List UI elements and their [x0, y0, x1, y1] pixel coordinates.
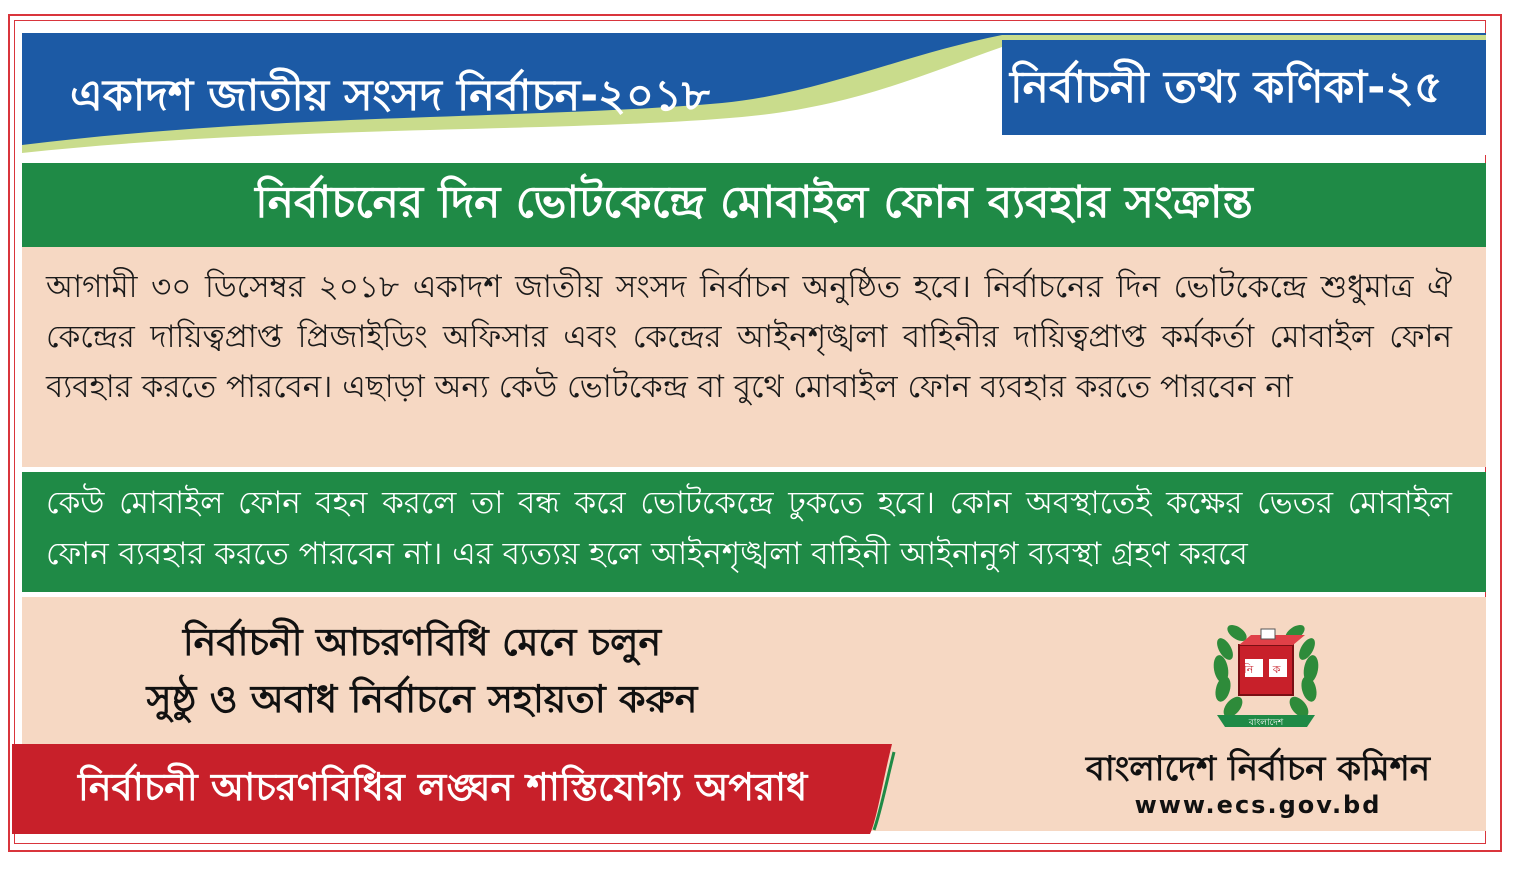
section-title: নির্বাচনের দিন ভোটকেন্দ্রে মোবাইল ফোন ব্যবহার সংক্রান্ত — [22, 163, 1486, 247]
paragraph-2: কেউ মোবাইল ফোন বহন করলে তা বন্ধ করে ভোটকেন্দ্রে ঢুকতে হবে। কোন অবস্থাতেই কক্ষের ভেতর মোবাইল ফোন ব্যবহার করতে পারবেন না। এর ব্যত্যয় হলে আইনশৃঙ্খলা বাহিনী আইনানুগ ব্যবস্থা গ্রহণ করবে — [46, 485, 1452, 572]
commission-name: বাংলাদেশ নির্বাচন কমিশন — [1085, 749, 1431, 789]
commission-website: www.ecs.gov.bd — [1134, 791, 1382, 819]
logo-box-letters: নি ক — [1243, 663, 1289, 676]
slogan-line-2: সুষ্ঠু ও অবাধ নির্বাচনে সহায়তা করুন — [146, 677, 698, 721]
logo-ribbon-text: বাংলাদেশ — [1248, 718, 1284, 728]
info-bulletin-title: নির্বাচনী তথ্য কণিকা-২৫ — [1010, 62, 1443, 113]
slogan-line-1: নির্বাচনী আচরণবিধি মেনে চলুন — [182, 620, 662, 664]
warning-text: নির্বাচনী আচরণবিধির লঙ্ঘন শাস্তিযোগ্য অপরাধ — [78, 765, 808, 809]
paragraph-1: আগামী ৩০ ডিসেম্বর ২০১৮ একাদশ জাতীয় সংসদ নির্বাচন অনুষ্ঠিত হবে। নির্বাচনের দিন ভোটকেন্দ্রে শুধুমাত্র ঐ কেন্দ্রের দায়িত্বপ্রাপ্ত প্রিজাইডিং অফিসার এবং কেন্দ্রের আইনশৃঙ্খলা বাহিনীর দায়িত্বপ্রাপ্ত কর্মকর্তা মোবাইল ফোন ব্যবহার করতে পারবেন। এছাড়া অন্য কেউ ভোটকেন্দ্র বা বুথে মোবাইল ফোন ব্যবহার করতে পারবেন না — [46, 269, 1452, 405]
election-title: একাদশ জাতীয় সংসদ নির্বাচন-২০১৮ — [70, 71, 710, 121]
ballot-box-emblem-icon — [1203, 615, 1329, 737]
